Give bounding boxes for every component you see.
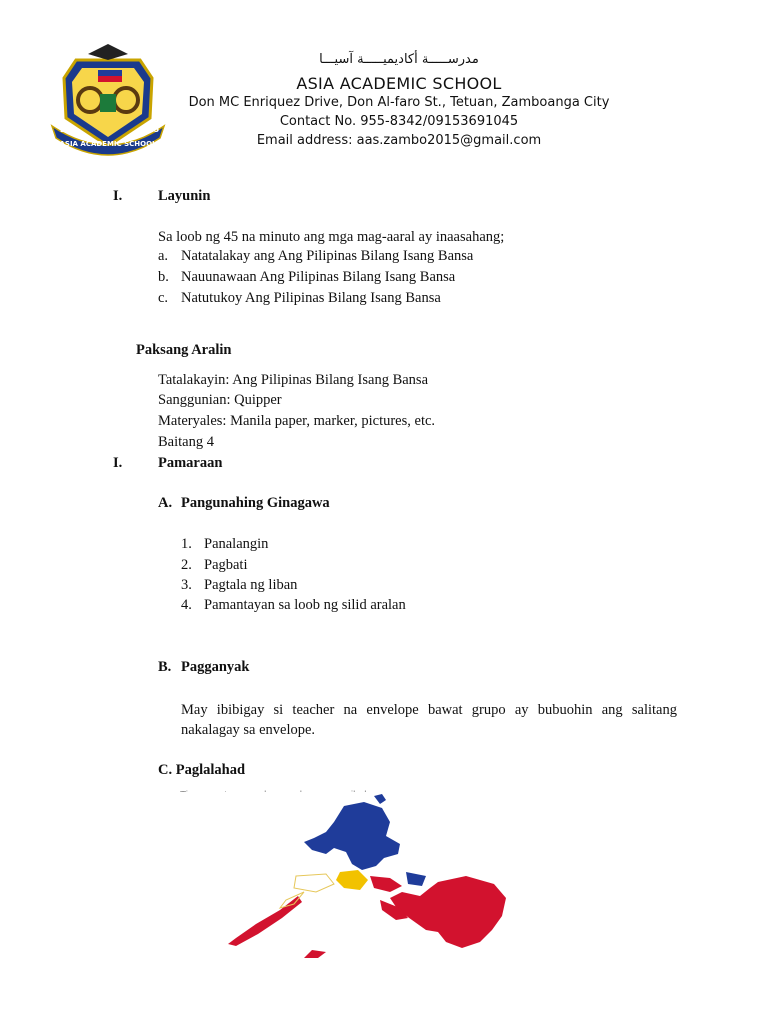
objectives-intro: Sa loob ng 45 na minuto ang mga mag-aaral ay inaasahang; <box>158 229 505 245</box>
objective-marker: b. <box>158 269 169 285</box>
logo-year-right: 15 <box>148 125 160 134</box>
subsection-marker: A. <box>158 495 173 511</box>
school-logo <box>48 38 168 160</box>
step-text: Pamantayan sa loob ng silid aralan <box>204 597 406 613</box>
objective-text: Nauunawaan Ang Pilipinas Bilang Isang Bansa <box>181 269 456 285</box>
subsection-marker: B. <box>158 659 172 675</box>
step-marker: 3. <box>181 577 192 593</box>
paksa-line: Baitang 4 <box>158 434 214 450</box>
step-text: Pagtala ng liban <box>204 577 298 593</box>
step-marker: 2. <box>181 557 192 573</box>
objective-text: Natutukoy Ang Pilipinas Bilang Isang Bansa <box>181 290 441 306</box>
objective-marker: a. <box>158 248 169 264</box>
subsection-title-pagganyak: Pagganyak <box>181 659 250 675</box>
logo-year-left: 20 <box>60 125 72 134</box>
section-numeral: I. <box>113 188 123 204</box>
school-email: Email address: aas.zambo2015@gmail.com <box>256 133 542 148</box>
philippines-map-image <box>176 792 586 967</box>
subsection-title-paglalahad: C. Paglalahad <box>158 762 246 778</box>
school-contact: Contact No. 955-8342/09153691045 <box>279 114 519 129</box>
step-marker: 4. <box>181 597 192 613</box>
school-address: Don MC Enriquez Drive, Don Al-faro St., Tetuan, Zamboanga City <box>188 95 610 110</box>
step-marker: 1. <box>181 536 192 552</box>
paksa-line: Sanggunian: Quipper <box>158 392 282 408</box>
objective-text: Natatalakay ang Ang Pilipinas Bilang Isang Bansa <box>181 248 474 264</box>
section-title-pamaraan: Pamaraan <box>158 455 223 471</box>
logo-banner-text: ASIA ACADEMIC SCHOOL <box>59 140 157 148</box>
arabic-school-name: مدرســـــة أكاديميـــــة آسيـــا <box>319 52 479 67</box>
paksa-line: Materyales: Manila paper, marker, pictures, etc. <box>158 413 436 429</box>
objective-marker: c. <box>158 290 169 306</box>
subsection-title-pangunahing: Pangunahing Ginagawa <box>181 495 330 511</box>
section-title-layunin: Layunin <box>158 188 211 204</box>
section-numeral: I. <box>113 455 123 471</box>
pagganyak-text: May ibibigay si teacher na envelope bawat grupo ay bubuohin ang salitang nakalagay sa envelope. <box>181 702 677 738</box>
paksa-line: Tatalakayin: Ang Pilipinas Bilang Isang Bansa <box>158 372 429 388</box>
section-title-paksang-aralin: Paksang Aralin <box>136 342 232 358</box>
step-text: Pagbati <box>204 557 248 573</box>
step-text: Panalangin <box>204 536 269 552</box>
school-name: ASIA ACADEMIC SCHOOL <box>296 74 502 93</box>
